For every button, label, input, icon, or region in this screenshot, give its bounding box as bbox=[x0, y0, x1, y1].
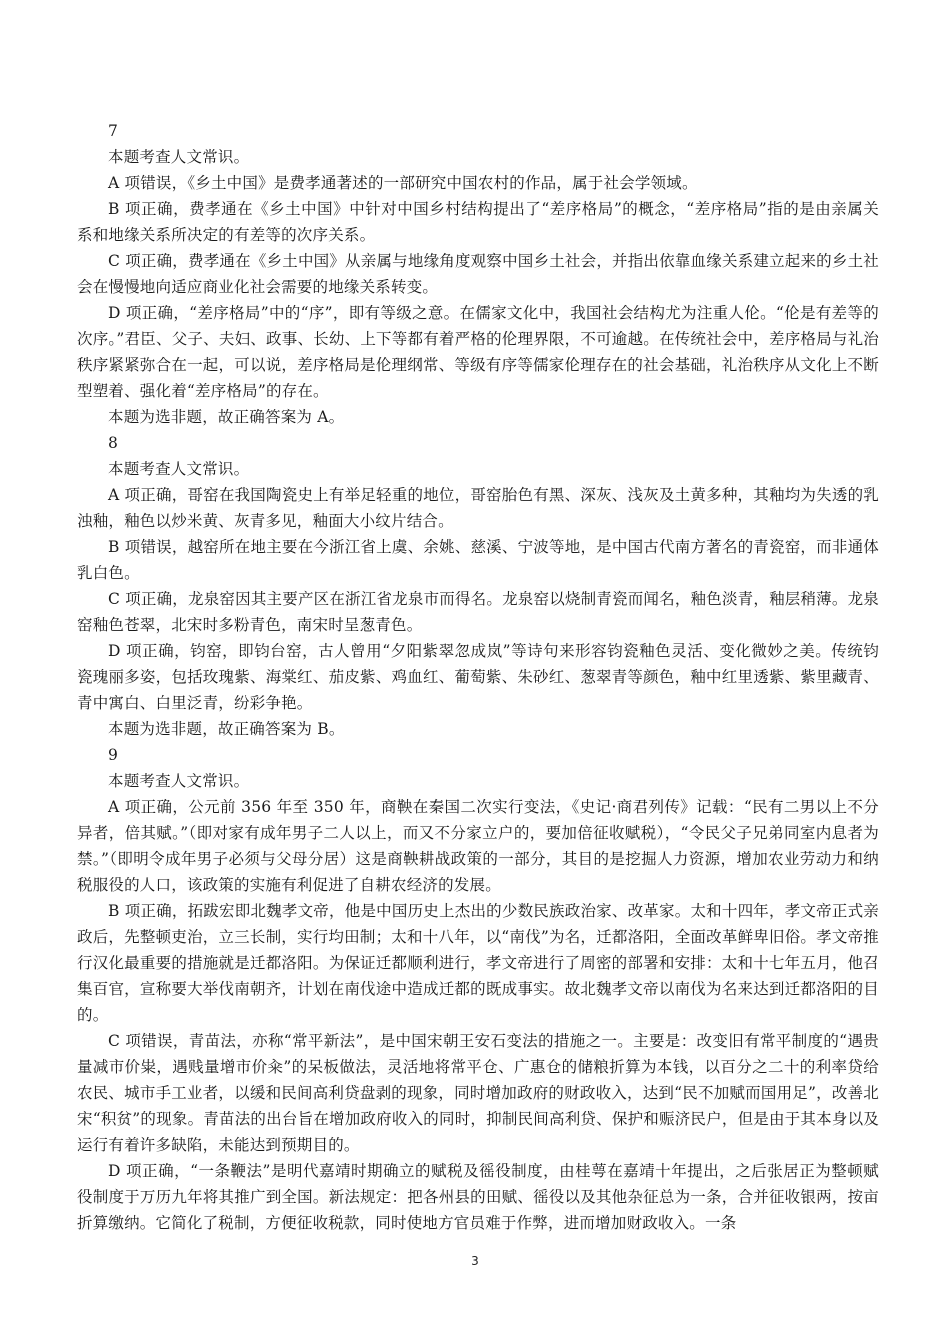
option-d-explanation: D 项正确，钧窑，即钧台窑，古人曾用“夕阳紫翠忽成岚”等诗句来形容钧瓷釉色灵活、变化微妙之美。传统钧瓷瑰丽多姿，包括玫瑰紫、海棠红、茄皮紫、鸡血红、葡萄紫、朱砂红、葱翠青等颜色，釉中红里透紫、紫里藏青、青中寓白、白里泛青，纷彩争艳。 bbox=[77, 642, 879, 712]
question-7 bbox=[77, 118, 879, 430]
option-a-explanation: A 项错误，《乡土中国》是费孝通著述的一部研究中国农村的作品，属于社会学领域。 bbox=[108, 174, 698, 192]
option-b-explanation: B 项正确，拓跋宏即北魏孝文帝，他是中国历史上杰出的少数民族政治家、改革家。太和十四年，孝文帝正式亲政后，先整顿吏治，立三长制，实行均田制；太和十八年，以“南伐”为名，迁都洛阳，全面改革鲜卑旧俗。孝文帝推行汉化最重要的措施就是迁都洛阳。为保证迁都顺利进行，孝文帝进行了周密的部署和安排：太和十七年五月，他召集百官，宣称要大举伐南朝齐，计划在南伐途中造成迁都的既成事实。故北魏孝文帝以南伐为名来达到迁都洛阳的目的。 bbox=[77, 902, 879, 1024]
topic-line: 本题考查人文常识。 bbox=[108, 460, 250, 478]
option-c-explanation: C 项正确，龙泉窑因其主要产区在浙江省龙泉市而得名。龙泉窑以烧制青瓷而闻名，釉色淡青，釉层稍薄。龙泉窑釉色苍翠，北宋时多粉青色，南宋时呈葱青色。 bbox=[77, 590, 879, 634]
answer-line: 本题为选非题，故正确答案为 A。 bbox=[108, 408, 345, 426]
option-d-explanation: D 项正确，“一条鞭法”是明代嘉靖时期确立的赋税及徭役制度，由桂萼在嘉靖十年提出，之后张居正为整顿赋役制度于万历九年将其推广到全国。新法规定：把各州县的田赋、徭役以及其他杂征总为一条，合并征收银两，按亩折算缴纳。它简化了税制，方便征收税款，同时使地方官员难于作弊，进而增加财政收入。一条 bbox=[77, 1162, 879, 1232]
option-c-explanation: C 项错误，青苗法，亦称“常平新法”，是中国宋朝王安石变法的措施之一。主要是：改变旧有常平制度的“遇贵量减市价粜，遇贱量增市价籴”的呆板做法，灵活地将常平仓、广惠仓的储粮折算为本钱，以百分之二十的利率贷给农民、城市手工业者，以缓和民间高利贷盘剥的现象，同时增加政府的财政收入，达到“民不加赋而国用足”，改善北宋“积贫”的现象。青苗法的出台旨在增加政府收入的同时，抑制民间高利贷、保护和赈济民户，但是由于其本身以及运行有着许多缺陷，未能达到预期目的。 bbox=[77, 1032, 879, 1154]
page-number: 3 bbox=[471, 1254, 479, 1268]
option-b-explanation: B 项错误，越窑所在地主要在今浙江省上虞、余姚、慈溪、宁波等地，是中国古代南方著名的青瓷窑，而非通体乳白色。 bbox=[77, 538, 879, 582]
answer-line: 本题为选非题，故正确答案为 B。 bbox=[108, 720, 345, 738]
topic-line: 本题考查人文常识。 bbox=[108, 772, 250, 790]
option-a-explanation: A 项正确，公元前 356 年至 350 年，商鞅在秦国二次实行变法，《史记·商君列传》记载：“民有二男以上不分异者，倍其赋。”（即对家有成年男子二人以上，而又不分家立户的，要加倍征收赋税），“令民父子兄弟同室内息者为禁。”（即明令成年男子必须与父母分居）这是商鞅耕战政策的一部分，其目的是挖掘人力资源，增加农业劳动力和纳税服役的人口，该政策的实施有利促进了自耕农经济的发展。 bbox=[77, 798, 879, 894]
question-number: 7 bbox=[108, 122, 118, 140]
question-9 bbox=[77, 742, 879, 1236]
option-d-explanation: D 项正确，“差序格局”中的“序”，即有等级之意。在儒家文化中，我国社会结构尤为注重人伦。“伦是有差等的次序。”君臣、父子、夫妇、政事、长幼、上下等都有着严格的伦理界限，不可逾越。在传统社会中，差序格局与礼治秩序紧紧弥合在一起，可以说，差序格局是伦理纲常、等级有序等儒家伦理存在的社会基础，礼治秩序从文化上不断型塑着、强化着“差序格局”的存在。 bbox=[77, 304, 879, 400]
topic-line: 本题考查人文常识。 bbox=[108, 148, 250, 166]
option-c-explanation: C 项正确，费孝通在《乡土中国》从亲属与地缘角度观察中国乡土社会，并指出依靠血缘关系建立起来的乡土社会在慢慢地向适应商业化社会需要的地缘关系转变。 bbox=[77, 252, 879, 296]
question-8 bbox=[77, 430, 879, 742]
option-b-explanation: B 项正确，费孝通在《乡土中国》中针对中国乡村结构提出了“差序格局”的概念，“差序格局”指的是由亲属关系和地缘关系所决定的有差等的次序关系。 bbox=[77, 200, 879, 244]
option-a-explanation: A 项正确，哥窑在我国陶瓷史上有举足轻重的地位，哥窑胎色有黑、深灰、浅灰及土黄多种，其釉均为失透的乳浊釉，釉色以炒米黄、灰青多见，釉面大小纹片结合。 bbox=[77, 486, 879, 530]
question-number: 9 bbox=[108, 746, 118, 764]
question-number: 8 bbox=[108, 434, 118, 452]
answer-explanations bbox=[77, 118, 879, 1236]
